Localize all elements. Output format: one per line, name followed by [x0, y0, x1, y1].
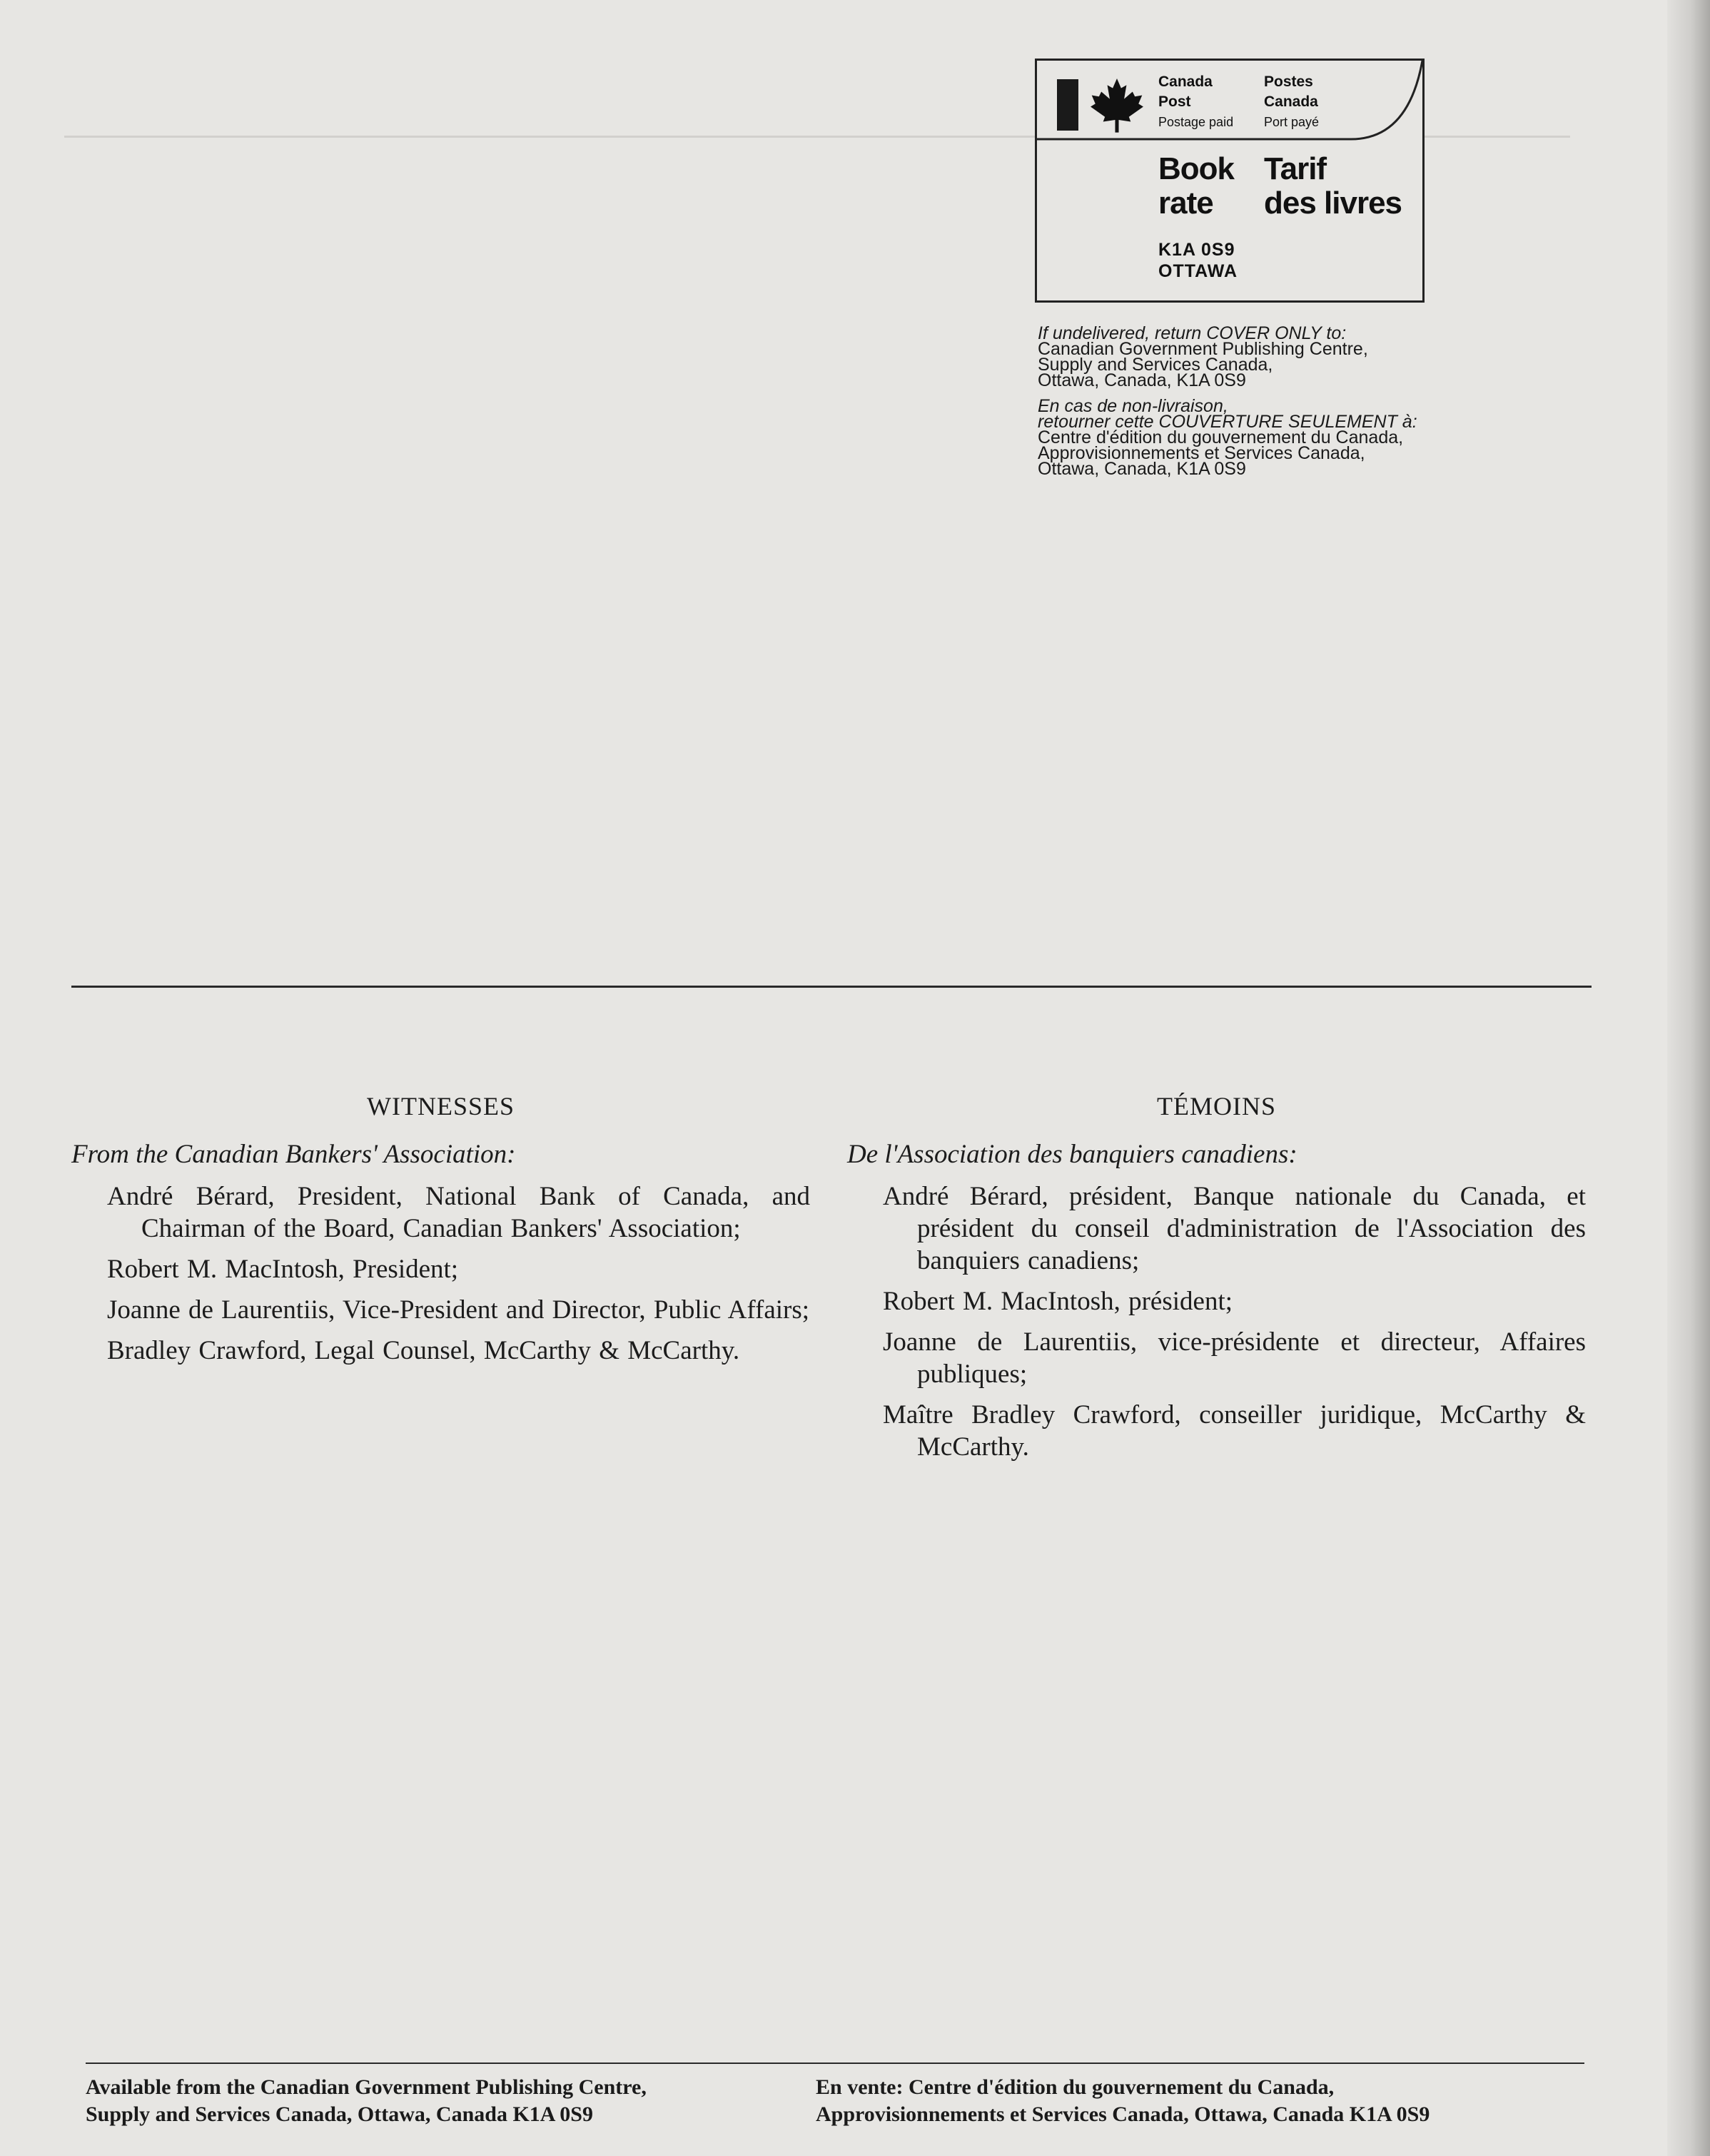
canada-post-en: Canada Post Postage paid: [1158, 74, 1234, 129]
footer-availability-en: [86, 2074, 647, 2128]
return-notice-line: Centre d'édition du gouvernement du Canada,: [1038, 427, 1404, 447]
return-notice-line: Supply and Services Canada,: [1038, 355, 1273, 375]
return-notice: [1038, 325, 1537, 477]
postal-code: K1A 0S9 OTTAWA: [1158, 240, 1238, 281]
witness-entry: Joanne de Laurentiis, Vice-President and Director, Public Affairs;: [107, 1295, 810, 1325]
page-edge-shadow: [1667, 0, 1710, 2156]
temoins-heading: TÉMOINS: [1157, 1092, 1276, 1120]
footer-line: Supply and Services Canada, Ottawa, Canada K1A 0S9: [86, 2102, 593, 2126]
footer-line: En vente: Centre d'édition du gouvernement du Canada,: [816, 2075, 1335, 2099]
footer-rule: [86, 2063, 1584, 2064]
canada-post-fr: Postes Canada Port payé: [1264, 74, 1320, 129]
return-notice-line: Canadian Government Publishing Centre,: [1038, 339, 1368, 359]
witness-entry: Robert M. MacIntosh, President;: [107, 1255, 459, 1284]
witnesses-column-en: [71, 1090, 810, 1375]
footer-availability-fr: [816, 2074, 1430, 2128]
temoins-affiliation: De l'Association des banquiers canadiens:: [847, 1140, 1297, 1169]
return-notice-line: retourner cette COUVERTURE SEULEMENT à:: [1038, 412, 1417, 432]
temoin-entry: André Bérard, président, Banque nationale du Canada, et président du conseil d'administration de l'Association des banquiers canadiens;: [883, 1182, 1586, 1275]
return-notice-line: Approvisionnements et Services Canada,: [1038, 443, 1365, 463]
footer-line: Available from the Canadian Government Publishing Centre,: [86, 2075, 647, 2099]
flag-bar-icon: [1057, 79, 1078, 131]
witnesses-heading: WITNESSES: [367, 1092, 515, 1120]
return-notice-line: En cas de non-livraison,: [1038, 396, 1228, 416]
temoin-entry: Maître Bradley Crawford, conseiller juridique, McCarthy & McCarthy.: [883, 1400, 1586, 1462]
witnesses-affiliation: From the Canadian Bankers' Association:: [71, 1140, 516, 1169]
temoin-entry: Robert M. MacIntosh, président;: [883, 1287, 1233, 1316]
book-rate-en: Book rate: [1158, 151, 1234, 221]
return-notice-line: If undelivered, return COVER ONLY to:: [1038, 323, 1347, 343]
witnesses-column-fr: [847, 1090, 1586, 1472]
section-divider: [71, 986, 1592, 988]
footer-line: Approvisionnements et Services Canada, Ottawa, Canada K1A 0S9: [816, 2102, 1430, 2126]
maple-leaf-icon: [1087, 75, 1147, 135]
witness-entry: Bradley Crawford, Legal Counsel, McCarthy & McCarthy.: [107, 1336, 740, 1365]
postage-indicia: [1035, 59, 1425, 303]
temoin-entry: Joanne de Laurentiis, vice-présidente et directeur, Affaires publiques;: [883, 1327, 1586, 1389]
return-notice-line: Ottawa, Canada, K1A 0S9: [1038, 459, 1246, 479]
witness-entry: André Bérard, President, National Bank of Canada, and Chairman of the Board, Canadian Bankers' Association;: [107, 1182, 810, 1243]
return-notice-line: Ottawa, Canada, K1A 0S9: [1038, 370, 1246, 390]
book-rate-fr: Tarif des livres: [1264, 151, 1402, 221]
